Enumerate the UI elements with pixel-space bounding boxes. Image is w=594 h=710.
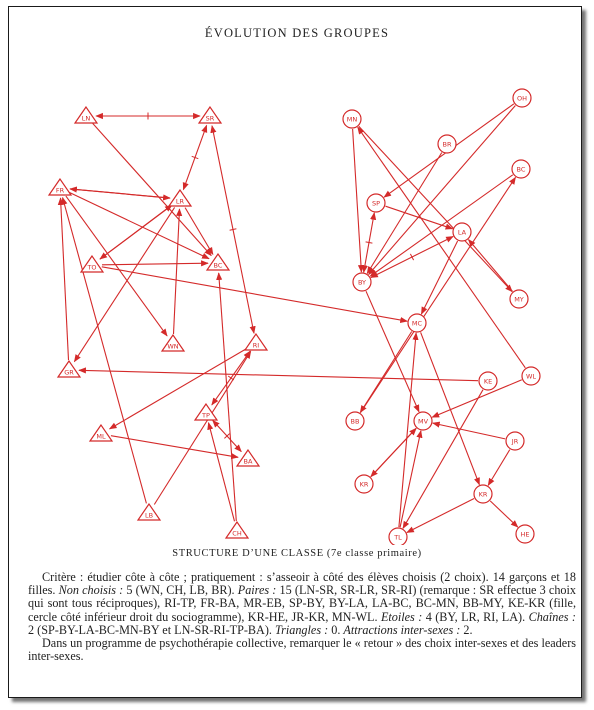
choice-arrows (61, 104, 526, 533)
boy-node-to (81, 256, 103, 272)
caption-term: Chaînes : (528, 609, 576, 624)
student-initials: WL (525, 372, 537, 381)
caption-term: Paires : (237, 583, 277, 598)
choice-arrow-to-lr (100, 205, 172, 259)
boy-node-gr (58, 361, 80, 377)
student-initials: BR (442, 140, 452, 149)
choice-arrow-kr2-he (490, 501, 518, 527)
caption-term: Attractions inter-sexes : (343, 622, 461, 637)
student-initials: LB (144, 511, 154, 520)
caption-paragraph-criteria (28, 571, 576, 637)
choice-arrow-ch-bc (219, 273, 237, 521)
girl-node-my (510, 290, 528, 308)
student-initials: KR (359, 480, 369, 489)
caption-text: 5 (WN, CH, LB, BR). (123, 583, 238, 598)
mutual-choice-tick (366, 242, 373, 243)
student-initials: BC (516, 165, 526, 174)
student-initials: BY (357, 278, 367, 287)
boy-node-bc (207, 254, 229, 270)
boy-node-sr (199, 107, 221, 123)
boy-node-lr (169, 190, 191, 206)
caption-term: Etoiles : (380, 609, 423, 624)
student-initials: TO (87, 263, 97, 272)
caption-paragraph-remark: Dans un programme de psychothérapie collective, remarquer le « retour » des choix inter-sexes et des leaders inter-sexes. (28, 636, 576, 664)
boy-node-ba (237, 450, 259, 466)
student-initials: ML (96, 432, 106, 441)
student-initials: MV (417, 417, 429, 426)
boy-node-ml (90, 425, 112, 441)
student-initials: OH (516, 94, 528, 103)
choice-arrow-to-bc (102, 263, 208, 265)
student-initials: GR (64, 368, 74, 377)
mutual-choice-tick (230, 229, 237, 230)
girl-node-he (516, 525, 534, 543)
choice-arrow-wn-lr (174, 209, 180, 334)
choice-arrow-mv-kr (371, 428, 416, 476)
boy-node-ri (245, 334, 267, 350)
student-initials: BA (243, 457, 253, 466)
figure-caption (28, 571, 576, 663)
caption-term: Triangles : (275, 622, 329, 637)
girl-node-sp (367, 194, 385, 212)
choice-arrow-my-la (469, 240, 513, 292)
student-initials: BB (350, 417, 360, 426)
student-initials: LN (81, 114, 91, 123)
girl-node-mv (414, 412, 432, 430)
choice-arrow-ml-ba (111, 436, 238, 458)
girl-node-bc2 (512, 160, 530, 178)
student-initials: WN (167, 342, 179, 351)
choice-arrow-lr-gr (74, 207, 174, 361)
caption-text: 4 (BY, LR, RI, LA). (422, 609, 529, 624)
choice-arrow-jr-kr2 (488, 450, 510, 486)
girl-node-by (353, 273, 371, 291)
girl-node-ke (479, 372, 497, 390)
boy-node-lb (138, 504, 160, 520)
choice-arrow-mn-by (353, 129, 362, 272)
boy-node-fr (49, 179, 71, 195)
caption-text: 15 (LN-SR, SR-LR, SR-RI) (remarque : SR effectue 3 choix qui sont tous réciproques), RI-TP, FR-BA, MR-EB, SP-BY, BY-LA, LA-BC, BC-MN, BB-MY, KE-KR (fille, cercle côté inférieur droit du sociogramme), KR-HE, JR-KR, MN-WL. (28, 583, 576, 624)
student-initials: HE (520, 530, 530, 539)
caption-text: Critère : étudier côte à côte ; pratiquement : s’asseoir à côté des élèves choisis (2 choix). 14 garçons et 18 filles. (28, 570, 576, 598)
student-initials: MN (346, 115, 358, 124)
boy-node-tp (195, 404, 217, 420)
boy-node-wn (162, 335, 184, 351)
caption-text: 2. (460, 622, 473, 637)
choice-arrow-lb-fr (63, 198, 147, 504)
girl-node-wl (522, 367, 540, 385)
choice-arrow-ke-gr (79, 370, 478, 380)
student-initials: LR (175, 197, 185, 206)
student-initials: CH (232, 529, 242, 538)
boy-node-ln (75, 107, 97, 123)
caption-text: 2 (SP-BY-LA-BC-MN-BY et LN-SR-RI-TP-BA). (28, 622, 276, 637)
page-title: ÉVOLUTION DES GROUPES (204, 26, 390, 40)
choice-arrow-tl-mc (399, 333, 416, 527)
girl-node-kr (355, 475, 373, 493)
girl-node-br (438, 135, 456, 153)
girl-node-la (453, 223, 471, 241)
student-initials: KR (478, 490, 488, 499)
caption-text: 0. (328, 622, 344, 637)
girl-node-oh (513, 89, 531, 107)
student-initials: FR (55, 186, 65, 195)
girl-node-mc (408, 314, 426, 332)
caption-term: Non choisis : (58, 583, 124, 598)
student-initials: TP (202, 411, 210, 420)
student-initials: SP (371, 199, 381, 208)
student-initials: JR (511, 437, 519, 446)
boy-node-ch (226, 522, 248, 538)
student-initials: MY (514, 295, 524, 304)
choice-arrow-jr-mv (433, 423, 505, 439)
figure-caption-title: STRUCTURE D’UNE CLASSE (7e classe primaire) (172, 548, 422, 559)
girl-node-mn (343, 110, 361, 128)
choice-arrow-gr-fr (61, 198, 69, 360)
student-initials: LA (457, 228, 467, 237)
girl-node-jr (506, 432, 524, 450)
girl-node-kr2 (474, 485, 492, 503)
student-initials: BC (213, 261, 223, 270)
choice-arrow-ln-bc (93, 123, 212, 255)
choice-arrow-mc-kr2 (421, 332, 480, 484)
girl-node-tl (389, 528, 407, 545)
choice-arrow-sp-la (386, 206, 453, 229)
choice-arrow-la-mc (421, 241, 457, 314)
girl-node-bb (346, 412, 364, 430)
student-initials: MC (411, 319, 423, 328)
student-initials: KE (483, 377, 493, 386)
student-initials: RI (252, 341, 260, 350)
student-initials: SR (205, 114, 215, 123)
student-initials: TL (394, 533, 402, 542)
